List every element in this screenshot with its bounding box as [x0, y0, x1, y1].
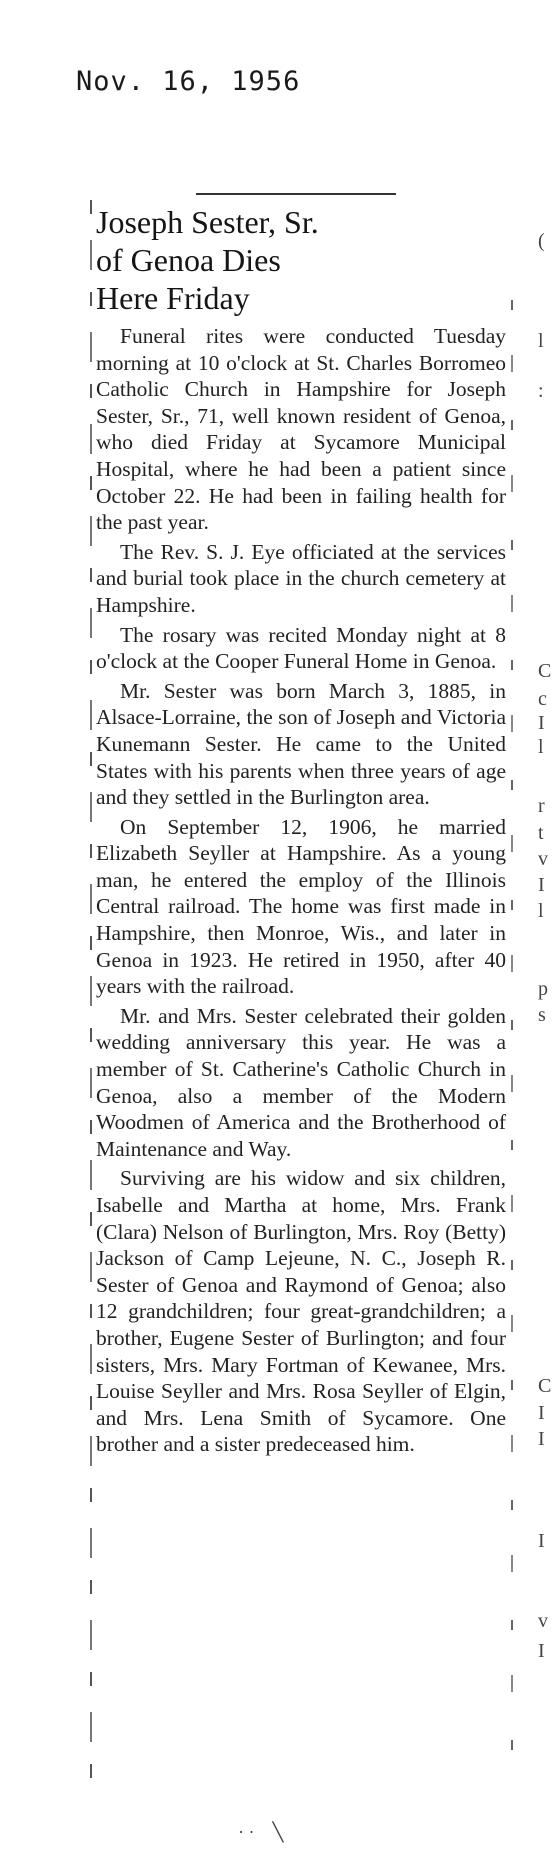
article-body: [96, 323, 506, 1458]
headline-line-2: of Genoa Dies: [96, 242, 281, 278]
paragraph-officiant: The Rev. S. J. Eye officiated at the services and burial took place in the church cemetery at Hampshire.: [96, 539, 506, 617]
scan-smudge: · · ╲: [238, 1822, 284, 1842]
fragment-char: l: [538, 736, 544, 758]
clipping-date: Nov. 16, 1956: [76, 66, 301, 97]
fragment-char: t: [538, 822, 544, 844]
paragraph-marriage-career: On September 12, 1906, he married Elizabeth Seyller at Hampshire. As a young man, he entered the employ of the Illinois Central railroad. The home was first made in Hampshire, then Monroe, Wis., and later in Genoa in 1923. He retired in 1950, after 40 years with the railroad.: [96, 814, 506, 999]
fragment-char: v: [538, 848, 548, 870]
paragraph-funeral-rites: Funeral rites were conducted Tuesday morning at 10 o'clock at St. Charles Borromeo Catholic Church in Hampshire for Joseph Sester, Sr., 71, well known resident of Genoa, who died Friday at Sycamore Municipal Hospital, where he had been a patient since October 22. He had been in failing health for the past year.: [96, 324, 506, 535]
paragraph-birth: Mr. Sester was born March 3, 1885, in Alsace-Lorraine, the son of Joseph and Victoria Kunemann Sester. He came to the United States with his parents when three years of age and they settled in the Burlington area.: [96, 678, 506, 810]
fragment-char: I: [538, 1530, 545, 1552]
fragment-char: I: [538, 1640, 545, 1662]
fragment-char: I: [538, 874, 545, 896]
fragment-char: v: [538, 1610, 548, 1632]
paragraph-rosary: The rosary was recited Monday night at 8 o'clock at the Cooper Funeral Home in Genoa.: [96, 622, 506, 674]
fragment-char: C: [538, 1375, 552, 1397]
fragment-char: I: [538, 1402, 545, 1424]
clipping-right-edge: [511, 300, 513, 1770]
fragment-char: p: [538, 978, 548, 1000]
paragraph-survivors: Surviving are his widow and six children, Isabelle and Martha at home, Mrs. Frank (Clara) Nelson of Burlington, Mrs. Roy (Betty) Jackson of Camp Lejeune, N. C., Joseph R. Sester of Genoa and Raymond of Genoa; also 12 grandchildren; four great-grandchildren; a brother, Eugene Sester of Burlington; and four sisters, Mrs. Mary Fortman of Kewanee, Mrs. Louise Seyller and Mrs. Rosa Seyller of Elgin, and Mrs. Lena Smith of Sycamore. One brother and a sister predeceased him.: [96, 1166, 506, 1457]
headline-line-3: Here Friday: [96, 280, 250, 316]
adjacent-column-fragments: [538, 230, 552, 1830]
obituary-article: [96, 203, 506, 1461]
fragment-char: l: [538, 900, 544, 922]
fragment-char: (: [538, 230, 545, 252]
fragment-char: :: [538, 380, 544, 402]
clipping-left-edge: [90, 200, 92, 1790]
fragment-char: I: [538, 1428, 545, 1450]
fragment-char: I: [538, 712, 545, 734]
fragment-char: l: [538, 330, 544, 352]
fragment-char: s: [538, 1004, 546, 1026]
paragraph-anniversary-memberships: Mr. and Mrs. Sester celebrated their golden wedding anniversary this year. He was a member of St. Catherine's Catholic Church in Genoa, also a member of the Modern Woodmen of America and the Brotherhood of Maintenance and Way.: [96, 1003, 506, 1161]
headline: [96, 203, 506, 317]
fragment-char: r: [538, 795, 545, 817]
top-rule: [196, 193, 396, 195]
fragment-char: C: [538, 660, 552, 682]
fragment-char: c: [538, 688, 547, 710]
headline-line-1: Joseph Sester, Sr.: [96, 204, 319, 240]
